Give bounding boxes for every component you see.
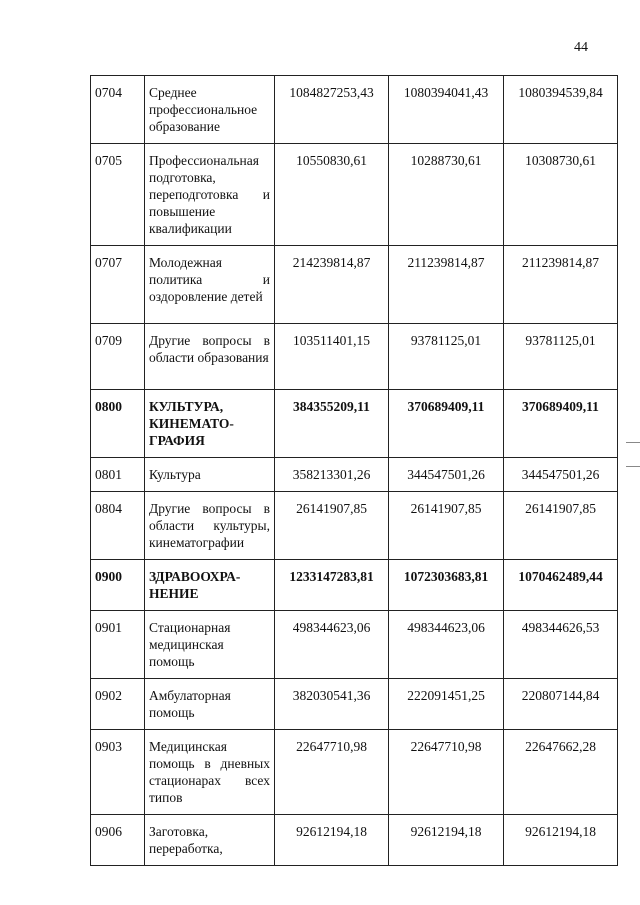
edge-mark bbox=[626, 466, 640, 467]
table-row bbox=[91, 144, 618, 246]
row-value-1: 358213301,26 bbox=[275, 458, 389, 492]
row-code: 0707 bbox=[91, 246, 145, 324]
row-value-3: 26141907,85 bbox=[504, 492, 618, 560]
row-code: 0903 bbox=[91, 730, 145, 815]
table-row bbox=[91, 492, 618, 560]
row-value-1: 1233147283,81 bbox=[275, 560, 389, 611]
table-row bbox=[91, 458, 618, 492]
row-code: 0709 bbox=[91, 324, 145, 390]
row-code: 0800 bbox=[91, 390, 145, 458]
row-name: Медицинская помощь в дневных стационарах всех типов bbox=[145, 730, 275, 815]
row-value-1: 92612194,18 bbox=[275, 815, 389, 866]
row-value-3: 10308730,61 bbox=[504, 144, 618, 246]
row-value-3: 344547501,26 bbox=[504, 458, 618, 492]
row-code: 0906 bbox=[91, 815, 145, 866]
row-name: КУЛЬТУРА, КИНЕМАТО-ГРАФИЯ bbox=[145, 390, 275, 458]
table-row bbox=[91, 246, 618, 324]
table-row bbox=[91, 611, 618, 679]
row-value-3: 1080394539,84 bbox=[504, 76, 618, 144]
row-value-3: 22647662,28 bbox=[504, 730, 618, 815]
row-value-2: 211239814,87 bbox=[389, 246, 504, 324]
row-value-1: 26141907,85 bbox=[275, 492, 389, 560]
row-value-2: 498344623,06 bbox=[389, 611, 504, 679]
row-value-1: 1084827253,43 bbox=[275, 76, 389, 144]
row-name: Другие вопросы в области образования bbox=[145, 324, 275, 390]
row-name: Заготовка, переработка, bbox=[145, 815, 275, 866]
row-code: 0704 bbox=[91, 76, 145, 144]
edge-mark bbox=[626, 442, 640, 443]
row-value-2: 10288730,61 bbox=[389, 144, 504, 246]
row-code: 0902 bbox=[91, 679, 145, 730]
table-row bbox=[91, 390, 618, 458]
row-value-1: 22647710,98 bbox=[275, 730, 389, 815]
row-value-1: 382030541,36 bbox=[275, 679, 389, 730]
row-value-2: 222091451,25 bbox=[389, 679, 504, 730]
row-value-2: 1072303683,81 bbox=[389, 560, 504, 611]
row-name: Молодежная политика и оздоровление детей bbox=[145, 246, 275, 324]
budget-table-body bbox=[91, 76, 618, 866]
table-row bbox=[91, 679, 618, 730]
row-name: Культура bbox=[145, 458, 275, 492]
row-value-1: 498344623,06 bbox=[275, 611, 389, 679]
table-row bbox=[91, 560, 618, 611]
row-value-3: 211239814,87 bbox=[504, 246, 618, 324]
row-value-3: 498344626,53 bbox=[504, 611, 618, 679]
table-row bbox=[91, 815, 618, 866]
table-row bbox=[91, 76, 618, 144]
row-value-3: 370689409,11 bbox=[504, 390, 618, 458]
row-code: 0705 bbox=[91, 144, 145, 246]
table-row bbox=[91, 324, 618, 390]
row-value-2: 92612194,18 bbox=[389, 815, 504, 866]
row-value-2: 370689409,11 bbox=[389, 390, 504, 458]
row-code: 0900 bbox=[91, 560, 145, 611]
row-value-2: 344547501,26 bbox=[389, 458, 504, 492]
row-code: 0801 bbox=[91, 458, 145, 492]
row-value-2: 93781125,01 bbox=[389, 324, 504, 390]
row-name: Стационарная медицинская помощь bbox=[145, 611, 275, 679]
row-value-2: 26141907,85 bbox=[389, 492, 504, 560]
row-value-1: 103511401,15 bbox=[275, 324, 389, 390]
row-code: 0901 bbox=[91, 611, 145, 679]
row-value-3: 220807144,84 bbox=[504, 679, 618, 730]
row-code: 0804 bbox=[91, 492, 145, 560]
table-row bbox=[91, 730, 618, 815]
row-value-1: 10550830,61 bbox=[275, 144, 389, 246]
row-value-3: 92612194,18 bbox=[504, 815, 618, 866]
row-value-3: 93781125,01 bbox=[504, 324, 618, 390]
row-name: Другие вопросы в области культуры, кинематографии bbox=[145, 492, 275, 560]
row-name: Среднее профессиональное образование bbox=[145, 76, 275, 144]
budget-table bbox=[90, 75, 618, 866]
row-value-2: 22647710,98 bbox=[389, 730, 504, 815]
row-value-2: 1080394041,43 bbox=[389, 76, 504, 144]
row-name: ЗДРАВООХРА-НЕНИЕ bbox=[145, 560, 275, 611]
row-value-1: 384355209,11 bbox=[275, 390, 389, 458]
row-value-1: 214239814,87 bbox=[275, 246, 389, 324]
page-number: 44 bbox=[574, 40, 588, 55]
row-name: Профессиональная подготовка, переподготовка и повышение квалификации bbox=[145, 144, 275, 246]
row-name: Амбулаторная помощь bbox=[145, 679, 275, 730]
row-value-3: 1070462489,44 bbox=[504, 560, 618, 611]
